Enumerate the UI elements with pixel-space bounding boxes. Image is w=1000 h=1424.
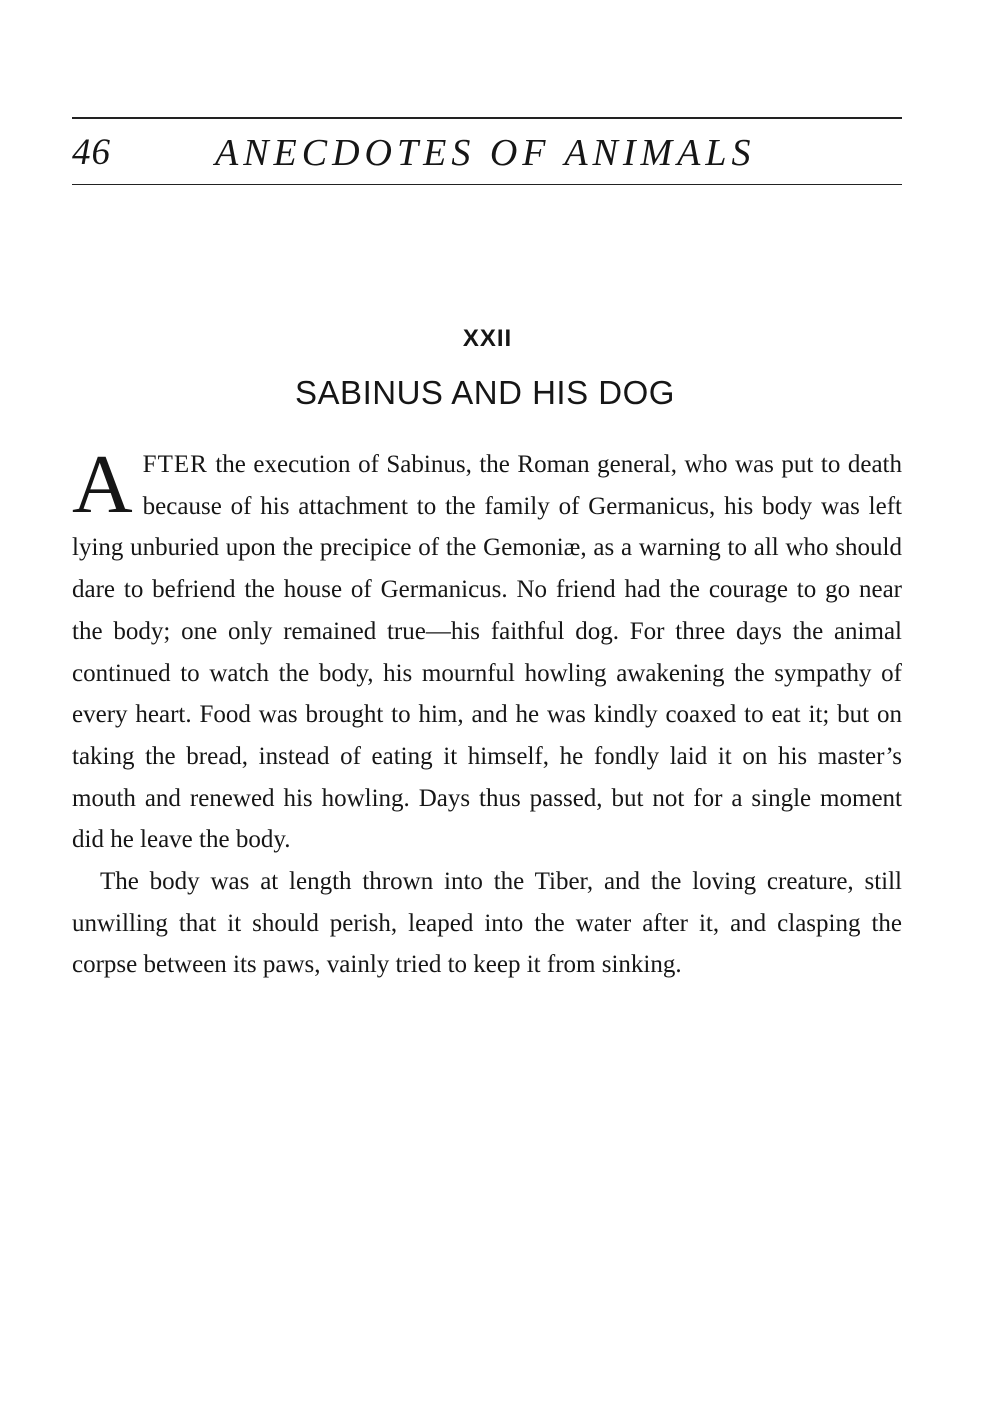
running-head-title: ANECDOTES OF ANIMALS (215, 132, 756, 174)
paragraph-1 (72, 438, 902, 861)
paragraph-2: The body was at length thrown into the Tiber, and the loving creature, still unwilling that it should perish, leaped into the water after it, and clasping the corpse between its paws, vainly tried to keep it from sinking. (72, 868, 902, 979)
paragraph-1-text: the execution of Sabinus, the Roman general, who was put to death because of his attachment to the family of Germanicus, his body was left lying unburied upon the precipice of the Gemoniæ, as a warning to all who should dare to befriend the house of Germanicus. No friend had the courage to go near the body; one only remained true—his faithful dog. For three days the animal continued to watch the body, his mournful howling awakening the sympathy of every heart. Food was brought to him, and he was kindly coaxed to eat it; but on taking the bread, instead of eating it himself, he fondly laid it on his master’s mouth and renewed his howling. Days thus passed, but not for a single moment did he leave the body. (72, 451, 902, 854)
chapter-title: SABINUS AND HIS DOG (295, 374, 675, 411)
header-top-rule (72, 117, 902, 119)
paragraph-1-lead-in: FTER (142, 451, 208, 478)
drop-cap: A (72, 438, 133, 531)
page-number: 46 (72, 132, 111, 173)
header-bottom-rule (72, 184, 902, 185)
chapter-number: XXII (462, 325, 513, 352)
body-text (72, 438, 902, 986)
